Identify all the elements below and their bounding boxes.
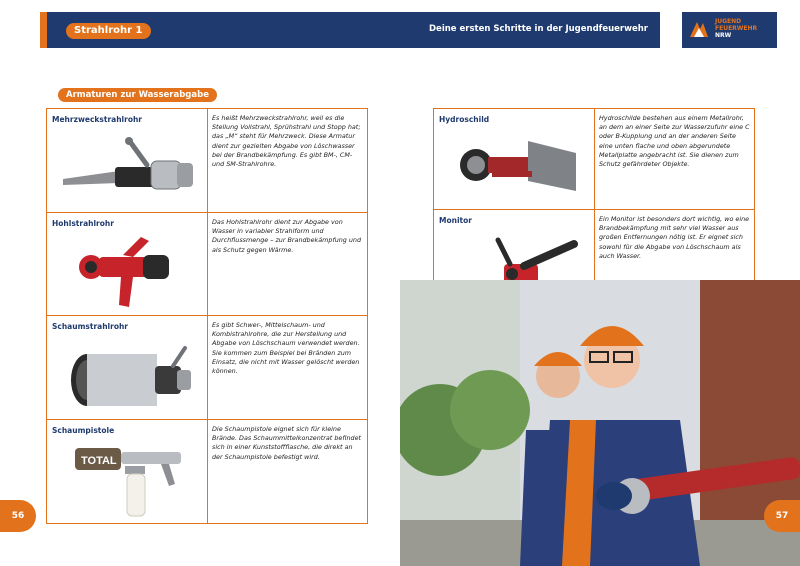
page-number-right: 57 [764, 500, 800, 532]
table-row [47, 419, 367, 524]
hydroschild-illustration [458, 131, 588, 201]
item-description: Es gibt Schwer-, Mittelschaum- und Kombistrahlrohre, die zur Herstellung und Abgabe von Löschschaum verwendet werden. Sie kommen zum Beispiel bei Bränden zum Einsatz, die nicht mit Wasser gelöscht werden können. [212, 321, 360, 376]
chapter-label: Strahlrohr 1 [66, 23, 151, 39]
description-cell [208, 420, 365, 524]
schaumstrahlrohr-illustration [67, 336, 197, 416]
table-row [47, 212, 367, 316]
item-title: Hohlstrahlrohr [52, 219, 114, 228]
page-number-left: 56 [0, 500, 36, 532]
description-cell [208, 213, 365, 316]
section-title: Armaturen zur Wasserabgabe [58, 88, 217, 102]
image-cell [47, 420, 208, 524]
image-cell [47, 316, 208, 420]
item-description: Hydroschilde bestehen aus einem Metallrohr, an dem an einer Seite zur Wasserzufuhr eine C oder B-Kupplung und an der anderen Seite eine unten flache und oben abgerundete Metallplatte angebracht ist. Sie dienen zum Schutz gefährdeter Objekte. [599, 114, 750, 169]
description-cell [208, 109, 365, 212]
logo [682, 12, 777, 48]
description-cell [595, 109, 752, 209]
item-title: Mehrzweckstrahlrohr [52, 115, 143, 124]
item-description: Es heißt Mehrzweckstrahlrohr, weil es die Stellung Vollstrahl, Sprühstrahl und Stopp hat; das „M“ steht für Mehrzweck. Diese Armatur dient zur gezielten Abgabe von Löschwasser bei der Brandbekämpfung. Es gibt BM-, CM- und SM-Strahlrohre. [212, 114, 361, 169]
item-title: Monitor [439, 216, 472, 225]
table-row [47, 315, 367, 420]
image-cell [47, 109, 208, 212]
equipment-table-left [46, 108, 368, 524]
hohlstrahlrohr-illustration [77, 231, 187, 311]
item-title: Schaumstrahlrohr [52, 322, 129, 331]
firefighter-photo [400, 280, 800, 566]
image-cell [434, 109, 595, 209]
item-title: Schaumpistole [52, 426, 115, 435]
item-description: Die Schaumpistole eignet sich für kleine Brände. Das Schaummittelkonzentrat befindet sich in einer Kunststoffflasche, die direkt an der Schaumpistole befestigt wird. [212, 425, 362, 461]
description-cell [208, 316, 365, 420]
item-title: Hydroschild [439, 115, 490, 124]
table-row [434, 109, 754, 209]
can-label: TOTAL [81, 455, 117, 467]
logo-text: JUGEND FEUERWEHR NRW [715, 18, 758, 39]
table-row [47, 109, 367, 212]
item-description: Das Hohlstrahlrohr dient zur Abgabe von Wasser in variabler Strahlform und Durchflussmenge – zur Brandbekämpfung und als Schutz gegen Wärme. [212, 218, 362, 254]
schaumpistole-illustration [71, 440, 201, 520]
logo-icon [688, 19, 710, 41]
mehrzweckstrahlrohr-illustration [59, 131, 199, 201]
photo-illustration [400, 280, 800, 566]
header-accent [40, 12, 47, 48]
image-cell [47, 213, 208, 316]
item-description: Ein Monitor ist besonders dort wichtig, wo eine Brandbekämpfung mit sehr viel Wasser aus großen Entfernungen nötig ist. Er eignet sich sowohl für die Abgabe von Löschschaum als auch Wasser. [599, 215, 750, 260]
header-title: Deine ersten Schritte in der Jugendfeuerwehr [429, 24, 648, 34]
